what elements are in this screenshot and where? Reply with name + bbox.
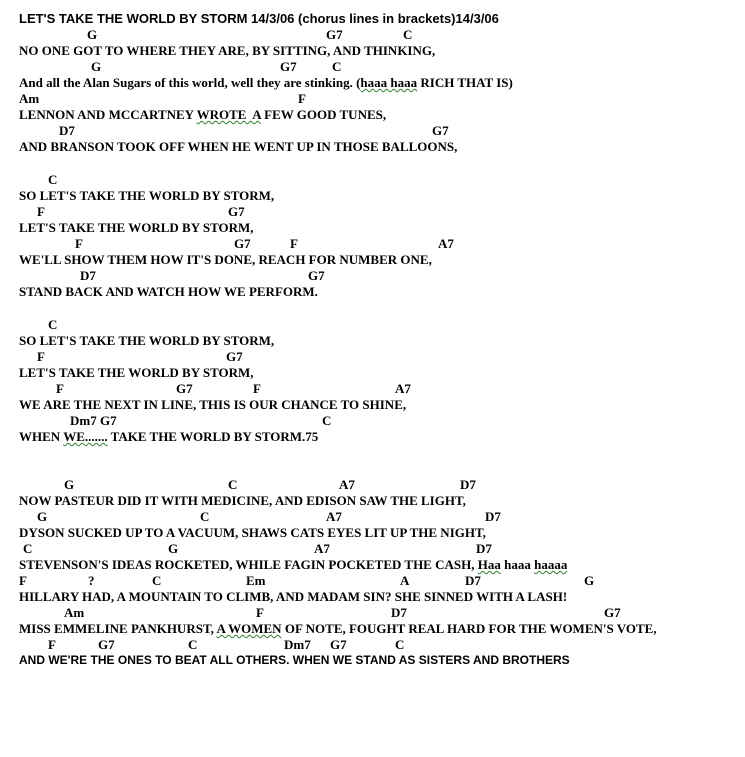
chord: Am: [64, 605, 85, 620]
chord: D7: [465, 573, 481, 588]
chord: D7: [80, 268, 96, 283]
chord: D7: [59, 123, 75, 138]
chord: G7: [98, 637, 115, 652]
lyric-line: [19, 106, 739, 123]
chord: F: [56, 381, 64, 396]
chord-line: [19, 605, 739, 620]
chord: G7: [604, 605, 621, 620]
chord-line: [19, 509, 739, 524]
lyric-text: STEVENSON'S IDEAS ROCKETED, WHILE FAGIN POCKETED THE CASH,: [19, 557, 478, 572]
chord-line: [19, 477, 739, 492]
chord-line: [19, 204, 739, 219]
lyric-text: RICH THAT IS): [417, 75, 513, 90]
lyric-line: AND BRANSON TOOK OFF WHEN HE WENT UP IN THOSE BALLOONS,: [19, 139, 458, 154]
lyric-line: SO LET'S TAKE THE WORLD BY STORM,: [19, 188, 275, 203]
chord-line: [19, 541, 739, 556]
chord-line: [19, 236, 739, 251]
chord-line: [19, 349, 739, 364]
chord: A: [400, 573, 410, 588]
chord: C: [152, 573, 162, 588]
chord: G: [64, 477, 75, 492]
lyric-text: TAKE THE WORLD BY STORM.75: [107, 429, 319, 444]
lyric-text: OF NOTE, FOUGHT REAL HARD FOR THE WOMEN'S VOTE,: [281, 621, 657, 636]
chord-line: [19, 413, 739, 428]
chord-line: [19, 172, 739, 187]
chord: G7: [308, 268, 325, 283]
chord: G7: [226, 349, 243, 364]
lyric-line: SO LET'S TAKE THE WORLD BY STORM,: [19, 333, 275, 348]
spellcheck-flagged-text: WE.......: [63, 429, 108, 444]
lyric-text: haaa: [500, 557, 535, 572]
chord: F: [37, 204, 45, 219]
lyric-line: [19, 74, 739, 91]
lyric-line: DYSON SUCKED UP TO A VACUUM, SHAWS CATS EYES LIT UP THE NIGHT,: [19, 525, 486, 540]
chord: C: [200, 509, 210, 524]
chord: C: [228, 477, 238, 492]
spellcheck-flagged-text: WROTE A: [196, 107, 261, 122]
lyric-text: FEW GOOD TUNES,: [260, 107, 387, 122]
chord-line: [19, 381, 739, 396]
chord: A7: [326, 509, 342, 524]
chord: C: [23, 541, 33, 556]
chord: F: [298, 91, 306, 106]
lyric-text: MISS EMMELINE PANKHURST,: [19, 621, 217, 636]
chord-line: [19, 637, 739, 652]
lyric-line: [19, 556, 739, 573]
chord: G7: [176, 381, 193, 396]
chord: F: [290, 236, 298, 251]
chord: G7: [432, 123, 449, 138]
chord: C: [48, 172, 58, 187]
chord: D7: [485, 509, 501, 524]
chord: A7: [438, 236, 454, 251]
chord-line: [19, 268, 739, 283]
chord: F: [48, 637, 56, 652]
chord: F: [253, 381, 261, 396]
chord: F: [256, 605, 264, 620]
lyric-line: WE ARE THE NEXT IN LINE, THIS IS OUR CHANCE TO SHINE,: [19, 397, 407, 412]
chord: G7: [330, 637, 347, 652]
chord: G7: [280, 59, 297, 74]
lyric-line: [19, 428, 739, 445]
chord: D7: [391, 605, 407, 620]
chord: C: [395, 637, 405, 652]
spellcheck-flagged-text: haaa haaa: [360, 75, 418, 90]
lyric-line: [19, 620, 739, 637]
spellcheck-flagged-text: A WOMEN: [216, 621, 282, 636]
chord: ?: [88, 573, 95, 588]
lyric-line: AND WE'RE THE ONES TO BEAT ALL OTHERS. WHEN WE STAND AS SISTERS AND BROTHERS: [19, 653, 570, 667]
blank-line: [19, 445, 739, 462]
chord: C: [332, 59, 342, 74]
chord: G: [168, 541, 179, 556]
lyric-line: WE'LL SHOW THEM HOW IT'S DONE, REACH FOR NUMBER ONE,: [19, 252, 432, 267]
chord: F: [19, 573, 27, 588]
lyric-line: STAND BACK AND WATCH HOW WE PERFORM.: [19, 284, 318, 299]
chord-line: [19, 91, 739, 106]
lyric-text: LENNON AND MCCARTNEY: [19, 107, 197, 122]
chord: Dm7: [284, 637, 311, 652]
chord-line: [19, 27, 739, 42]
chord: G: [91, 59, 102, 74]
chord: C: [403, 27, 413, 42]
spellcheck-flagged-text: Haa: [477, 557, 501, 572]
lyric-line: NO ONE GOT TO WHERE THEY ARE, BY SITTING, AND THINKING,: [19, 43, 436, 58]
blank-line: [19, 462, 739, 477]
chord: A7: [339, 477, 355, 492]
chord: G: [87, 27, 98, 42]
song-document: [19, 10, 739, 669]
chord: Em: [246, 573, 266, 588]
chord-line: [19, 59, 739, 74]
chord: G7: [228, 204, 245, 219]
chord: C: [188, 637, 198, 652]
chord: C: [322, 413, 332, 428]
chord: G7: [326, 27, 343, 42]
lyric-text: WHEN: [19, 429, 64, 444]
chord-line: [19, 317, 739, 332]
chord: A7: [395, 381, 411, 396]
chord: A7: [314, 541, 330, 556]
chord-line: [19, 573, 739, 588]
lyric-line: NOW PASTEUR DID IT WITH MEDICINE, AND EDISON SAW THE LIGHT,: [19, 493, 466, 508]
chord: F: [37, 349, 45, 364]
chord: C: [48, 317, 58, 332]
lyric-line: LET'S TAKE THE WORLD BY STORM,: [19, 220, 254, 235]
chord: Dm7 G7: [70, 413, 117, 428]
chord-line: [19, 123, 739, 138]
lyric-line: LET'S TAKE THE WORLD BY STORM,: [19, 365, 254, 380]
blank-line: [19, 300, 739, 317]
chord: D7: [460, 477, 476, 492]
spellcheck-flagged-text: haaaa: [534, 557, 568, 572]
lyric-line: HILLARY HAD, A MOUNTAIN TO CLIMB, AND MADAM SIN? SHE SINNED WITH A LASH!: [19, 589, 568, 604]
song-title: LET'S TAKE THE WORLD BY STORM 14/3/06 (chorus lines in brackets)14/3/06: [19, 11, 499, 26]
chord: G7: [234, 236, 251, 251]
chord: F: [75, 236, 83, 251]
chord: D7: [476, 541, 492, 556]
chord: G: [37, 509, 48, 524]
blank-line: [19, 155, 739, 172]
chord: Am: [19, 91, 40, 106]
chord: G: [584, 573, 595, 588]
lyric-text: And all the Alan Sugars of this world, well they are stinking. (: [19, 75, 361, 90]
